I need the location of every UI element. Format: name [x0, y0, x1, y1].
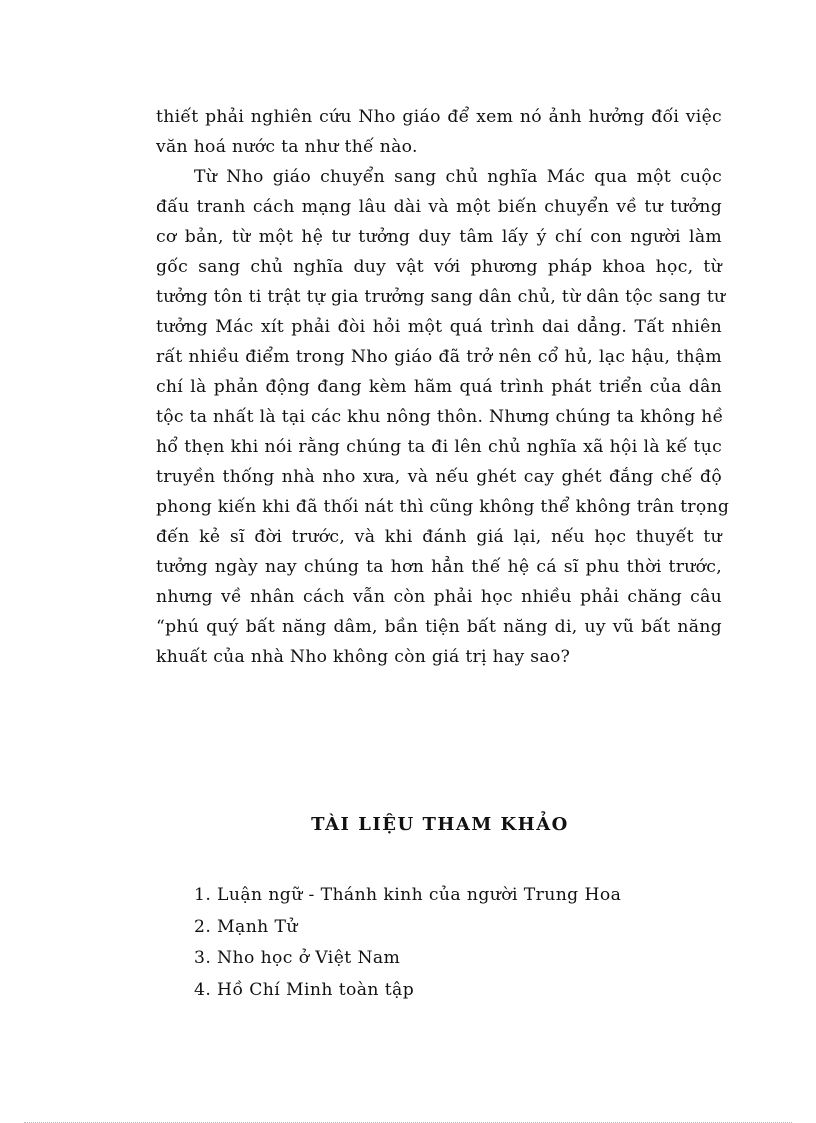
body-line-12: hổ thẹn khi nói rằng chúng ta đi lên chủ nghĩa xã hội là kế tục	[156, 437, 722, 457]
body-line-4: đấu tranh cách mạng lâu dài và một biến chuyển về tư tưởng	[156, 197, 722, 217]
body-line-1: thiết phải nghiên cứu Nho giáo để xem nó ảnh hưởng đối việc	[156, 107, 722, 127]
body-line-15: đến kẻ sĩ đời trước, và khi đánh giá lại, nếu học thuyết tư	[156, 527, 722, 547]
body-line-7: tưởng tôn ti trật tự gia trưởng sang dân chủ, từ dân tộc sang tư	[156, 287, 726, 307]
reference-item-3: 3. Nho học ở Việt Nam	[194, 948, 401, 968]
reference-item-2: 2. Mạnh Tử	[194, 916, 298, 937]
body-line-10: chí là phản động đang kèm hãm quá trình phát triển của dân	[156, 377, 722, 397]
body-paragraphs	[156, 102, 730, 672]
body-line-8: tưởng Mác xít phải đòi hỏi một quá trình dai dẳng. Tất nhiên	[156, 317, 722, 337]
body-line-17: nhưng về nhân cách vẫn còn phải học nhiều phải chăng câu	[156, 587, 722, 607]
body-line-6: gốc sang chủ nghĩa duy vật với phương pháp khoa học, từ	[156, 257, 722, 277]
reference-item-4: 4. Hồ Chí Minh toàn tập	[194, 979, 415, 1000]
references-list	[194, 880, 621, 1006]
body-line-11: tộc ta nhất là tại các khu nông thôn. Nhưng chúng ta không hề	[156, 407, 724, 427]
body-line-3: Từ Nho giáo chuyển sang chủ nghĩa Mác qua một cuộc	[194, 167, 722, 187]
body-line-2: văn hoá nước ta như thế nào.	[156, 137, 418, 157]
body-line-16: tưởng ngày nay chúng ta hơn hẳn thế hệ cá sĩ phu thời trước,	[156, 557, 722, 577]
body-line-9: rất nhiều điểm trong Nho giáo đã trở nên cổ hủ, lạc hậu, thậm	[156, 347, 722, 367]
body-line-5: cơ bản, từ một hệ tư tưởng duy tâm lấy ý chí con người làm	[156, 227, 722, 247]
body-line-14: phong kiến khi đã thối nát thì cũng không thể không trân trọng	[156, 497, 730, 517]
body-line-13: truyền thống nhà nho xưa, và nếu ghét cay ghét đắng chế độ	[156, 467, 722, 487]
references-heading: TÀI LIỆU THAM KHẢO	[311, 814, 569, 835]
reference-item-1: 1. Luận ngữ - Thánh kinh của người Trung Hoa	[194, 885, 622, 905]
body-line-18: “phú quý bất năng dâm, bần tiện bất năng di, uy vũ bất năng	[156, 617, 722, 637]
body-line-19: khuất của nhà Nho không còn giá trị hay sao?	[156, 647, 571, 667]
